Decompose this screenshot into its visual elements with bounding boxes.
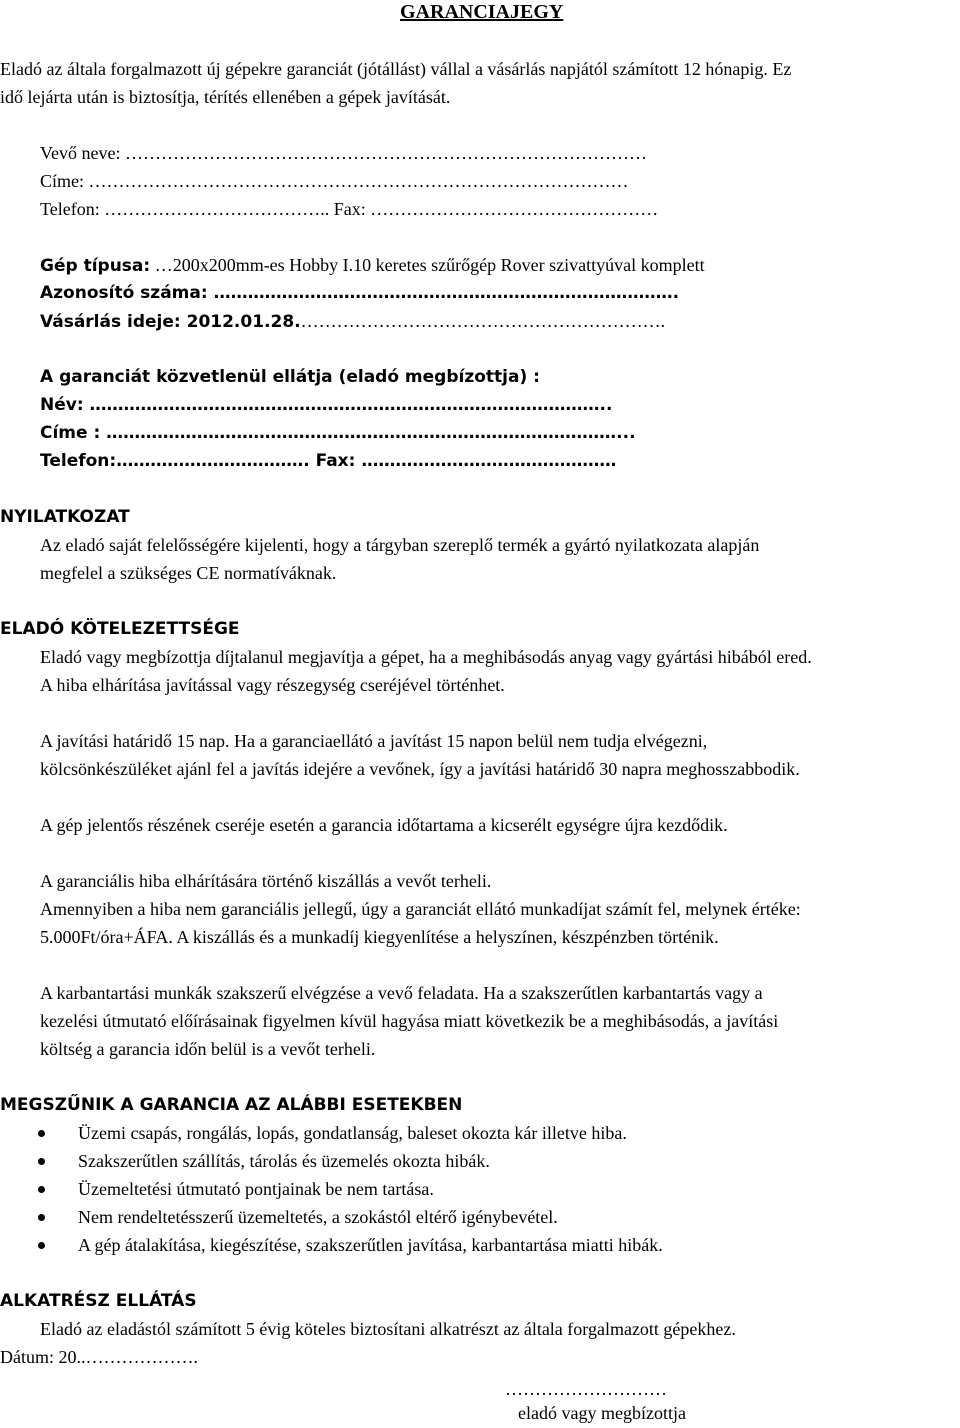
termination-heading: MEGSZŰNIK A GARANCIA AZ ALÁBBI ESETEKBEN bbox=[0, 1095, 463, 1115]
bullet-icon bbox=[38, 1130, 45, 1137]
termination-item: Üzemeltetési útmutató pontjainak be nem tartása. bbox=[78, 1179, 434, 1199]
signature-label: eladó vagy megbízottja bbox=[518, 1403, 686, 1423]
machine-type-dots: … bbox=[150, 255, 173, 275]
obligation-heading: ELADÓ KÖTELEZETTSÉGE bbox=[0, 619, 240, 639]
purchase-date-label: Vásárlás ideje: bbox=[40, 312, 181, 332]
obligation-p4-line-1: A garanciális hiba elhárítására történő kiszállás a vevőt terheli. bbox=[40, 871, 492, 891]
obligation-p2-line-1: A javítási határidő 15 nap. Ha a garanciaellátó a javítást 15 napon belül nem tudja elvégezni, bbox=[40, 731, 708, 751]
declaration-heading: NYILATKOZAT bbox=[0, 507, 130, 527]
buyer-phone-fax-field: Telefon: ……………………………….. Fax: ………………………………………… bbox=[40, 199, 659, 219]
obligation-p4-line-2: Amennyiben a hiba nem garanciális jellegű, úgy a garanciát ellátó munkadíjat számít fel, melynek értéke: bbox=[40, 899, 801, 919]
service-heading: A garanciát közvetlenül ellátja (eladó megbízottja) : bbox=[40, 367, 540, 387]
obligation-p5-line-2: kezelési útmutató előírásainak figyelmen kívül hagyása miatt következik be a meghibásodás, a javítási bbox=[40, 1011, 779, 1031]
intro-line-2: idő lejárta után is biztosítja, térítés ellenében a gépek javítását. bbox=[0, 87, 451, 107]
bullet-icon bbox=[38, 1214, 45, 1221]
machine-id-field: Azonosító száma: ………………………………………………………………………. bbox=[40, 283, 680, 303]
obligation-p3: A gép jelentős részének cseréje esetén a garancia időtartama a kicserélt egységre újra kezdődik. bbox=[40, 815, 728, 835]
bullet-icon bbox=[38, 1158, 45, 1165]
termination-item: A gép átalakítása, kiegészítése, szakszerűtlen javítása, karbantartása miatti hibák. bbox=[78, 1235, 663, 1255]
signature-line: ……………………… bbox=[505, 1379, 667, 1399]
termination-item: Nem rendeltetésszerű üzemeltetés, a szokástól eltérő igénybevétel. bbox=[78, 1207, 558, 1227]
purchase-date-line bbox=[40, 308, 665, 335]
machine-type-value: 200x200mm-es Hobby I.10 keretes szűrőgép Rover szivattyúval komplett bbox=[172, 255, 705, 275]
intro-line-1: Eladó az általa forgalmazott új gépekre garanciát (jótállást) vállal a vásárlás napjától számított 12 hónapig. Ez bbox=[0, 59, 792, 79]
buyer-address-field: Címe: ……………………………………………………………………………… bbox=[40, 171, 629, 191]
declaration-line-2: megfelel a szükséges CE normatíváknak. bbox=[40, 563, 337, 583]
obligation-p5-line-1: A karbantartási munkák szakszerű elvégzése a vevő feladata. Ha a szakszerűtlen karbantartás vagy a bbox=[40, 983, 763, 1003]
service-address-field: Címe : ………………………………………………………………………………... bbox=[40, 423, 636, 443]
service-phone-fax-field: Telefon:……………………………. Fax: ……………………………………… bbox=[40, 451, 617, 471]
buyer-name-field: Vevő neve: …………………………………………………………………………… bbox=[40, 143, 647, 163]
parts-text: Eladó az eladástól számított 5 évig köteles biztosítani alkatrészt az általa forgalmazott gépekhez. bbox=[40, 1319, 736, 1339]
purchase-date-value: 2012.01.28. bbox=[180, 312, 301, 332]
bullet-icon bbox=[38, 1186, 45, 1193]
declaration-line-1: Az eladó saját felelősségére kijelenti, hogy a tárgyban szereplő termék a gyártó nyilatkozata alapján bbox=[40, 535, 760, 555]
date-field: Dátum: 20..………………. bbox=[0, 1347, 198, 1367]
document-title: GARANCIAJEGY bbox=[400, 1, 564, 23]
purchase-date-dots: ……………………………………………………. bbox=[300, 311, 666, 331]
obligation-p5-line-3: költség a garancia időn belül is a vevőt terheli. bbox=[40, 1039, 376, 1059]
obligation-p1-line-1: Eladó vagy megbízottja díjtalanul megjavítja a gépet, ha a meghibásodás anyag vagy gyártási hibából ered. bbox=[40, 647, 812, 667]
termination-item: Üzemi csapás, rongálás, lopás, gondatlanság, baleset okozta kár illetve hiba. bbox=[78, 1123, 627, 1143]
bullet-icon bbox=[38, 1242, 45, 1249]
obligation-p1-line-2: A hiba elhárítása javítással vagy részegység cseréjével történhet. bbox=[40, 675, 505, 695]
obligation-p2-line-2: kölcsönkészüléket ajánl fel a javítás idejére a vevőnek, így a javítási határidő 30 napra meghosszabbodik. bbox=[40, 759, 800, 779]
service-name-field: Név: ……………………………………………………………………………….. bbox=[40, 395, 613, 415]
machine-type-line bbox=[40, 252, 705, 279]
parts-heading: ALKATRÉSZ ELLÁTÁS bbox=[0, 1291, 197, 1311]
obligation-p4-line-3: 5.000Ft/óra+ÁFA. A kiszállás és a munkadíj kiegyenlítése a helyszínen, készpénzben történik. bbox=[40, 927, 719, 947]
termination-item: Szakszerűtlen szállítás, tárolás és üzemelés okozta hibák. bbox=[78, 1151, 490, 1171]
machine-type-label: Gép típusa: bbox=[40, 256, 151, 276]
